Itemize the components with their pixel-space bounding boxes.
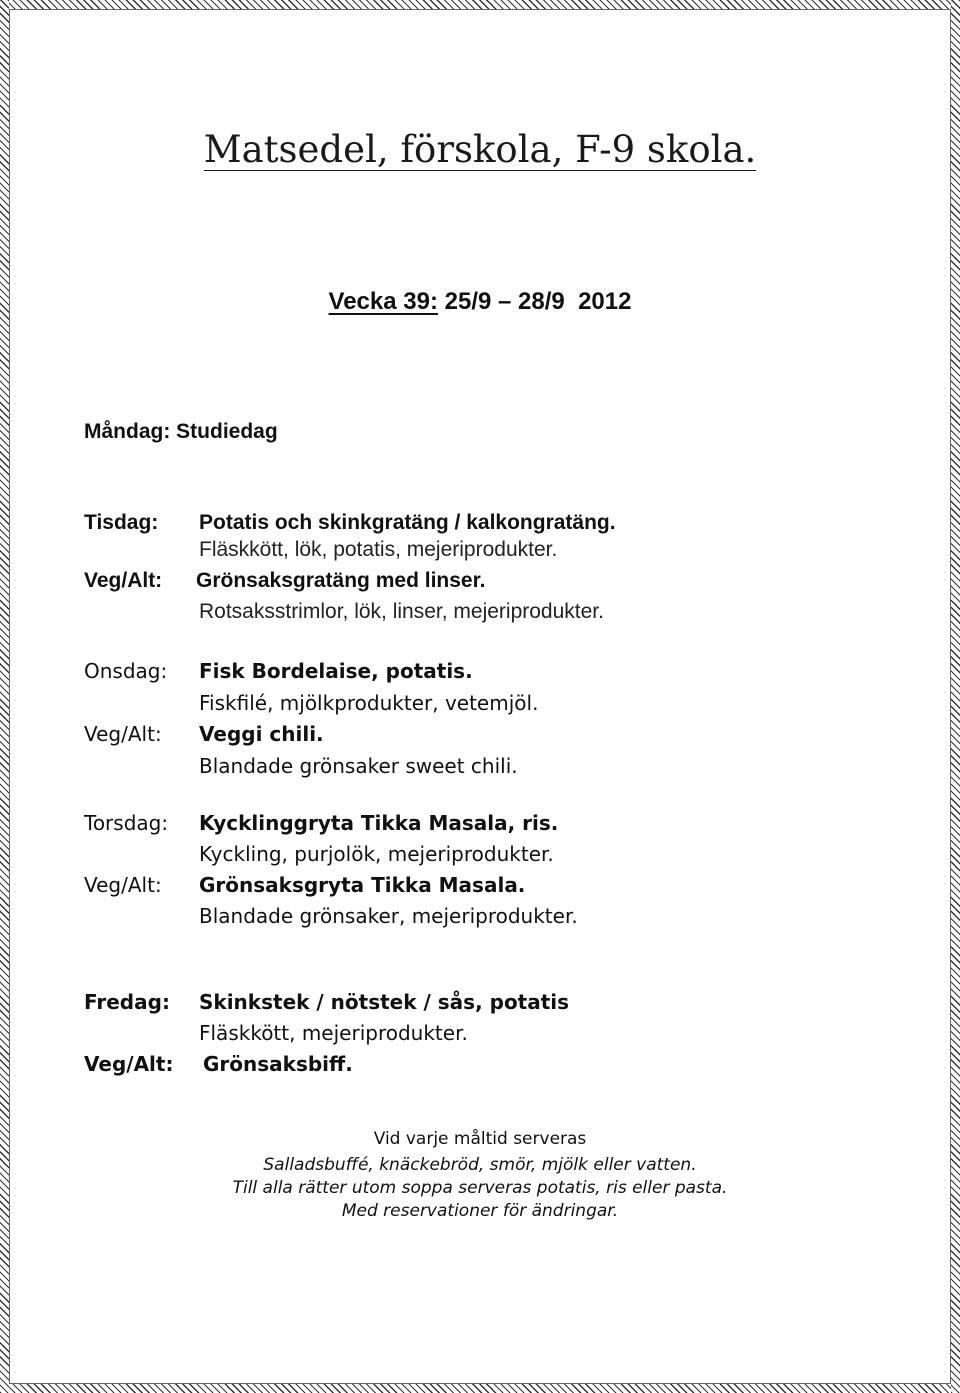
- wednesday-day: Onsdag:: [84, 659, 168, 683]
- thursday-veg-dish: Grönsaksgryta Tikka Masala.: [199, 873, 526, 897]
- tuesday-veg-ingredients: Rotsaksstrimlor, lök, linser, mejeriprodukter.: [199, 600, 604, 623]
- footer-line-3: Till alla rätter utom soppa serveras potatis, ris eller pasta.: [232, 1178, 728, 1198]
- border-top: [0, 0, 960, 9]
- wednesday-veg-label: Veg/Alt:: [84, 722, 162, 746]
- wednesday-veg-ingredients: Blandade grönsaker sweet chili.: [199, 754, 518, 778]
- thursday-day: Torsdag:: [84, 811, 169, 835]
- friday-ingredients: Fläskkött, mejeriprodukter.: [199, 1021, 468, 1045]
- thursday-ingredients: Kyckling, purjolök, mejeriprodukter.: [199, 842, 554, 866]
- friday-veg-label: Veg/Alt:: [84, 1052, 174, 1076]
- week-heading: [0, 288, 960, 316]
- friday-veg-dish: Grönsaksbiff.: [203, 1052, 353, 1076]
- friday-dish: Skinkstek / nötstek / sås, potatis: [199, 990, 570, 1014]
- tuesday-dish: Potatis och skinkgratäng / kalkongratäng.: [199, 511, 616, 534]
- page-title: Matsedel, förskola, F-9 skola.: [203, 128, 757, 171]
- tuesday-day: Tisdag:: [84, 511, 159, 534]
- week-range: 25/9 – 28/9: [444, 288, 565, 315]
- friday-day: Fredag:: [84, 990, 170, 1014]
- wednesday-dish: Fisk Bordelaise, potatis.: [199, 659, 473, 683]
- thursday-veg-ingredients: Blandade grönsaker, mejeriprodukter.: [199, 904, 578, 928]
- tuesday-ingredients: Fläskkött, lök, potatis, mejeriprodukter.: [199, 538, 558, 561]
- thursday-veg-label: Veg/Alt:: [84, 873, 162, 897]
- border-bottom: [0, 1384, 960, 1393]
- footer-line-2: Salladsbuffé, knäckebröd, smör, mjölk eller vatten.: [263, 1155, 697, 1175]
- footer-line-4: Med reservationer för ändringar.: [341, 1201, 619, 1221]
- wednesday-veg-dish: Veggi chili.: [199, 722, 324, 746]
- wednesday-ingredients: Fiskfilé, mjölkprodukter, vetemjöl.: [199, 691, 539, 715]
- thursday-dish: Kycklinggryta Tikka Masala, ris.: [199, 811, 559, 835]
- tuesday-veg-label: Veg/Alt:: [84, 569, 163, 592]
- monday-text: Måndag: Studiedag: [84, 420, 278, 443]
- week-year: 2012: [578, 288, 632, 315]
- tuesday-veg-dish: Grönsaksgratäng med linser.: [196, 569, 486, 592]
- monday-row: [84, 420, 278, 444]
- week-label: Vecka 39:: [328, 288, 438, 315]
- footer-line-1: Vid varje måltid serveras: [373, 1129, 587, 1149]
